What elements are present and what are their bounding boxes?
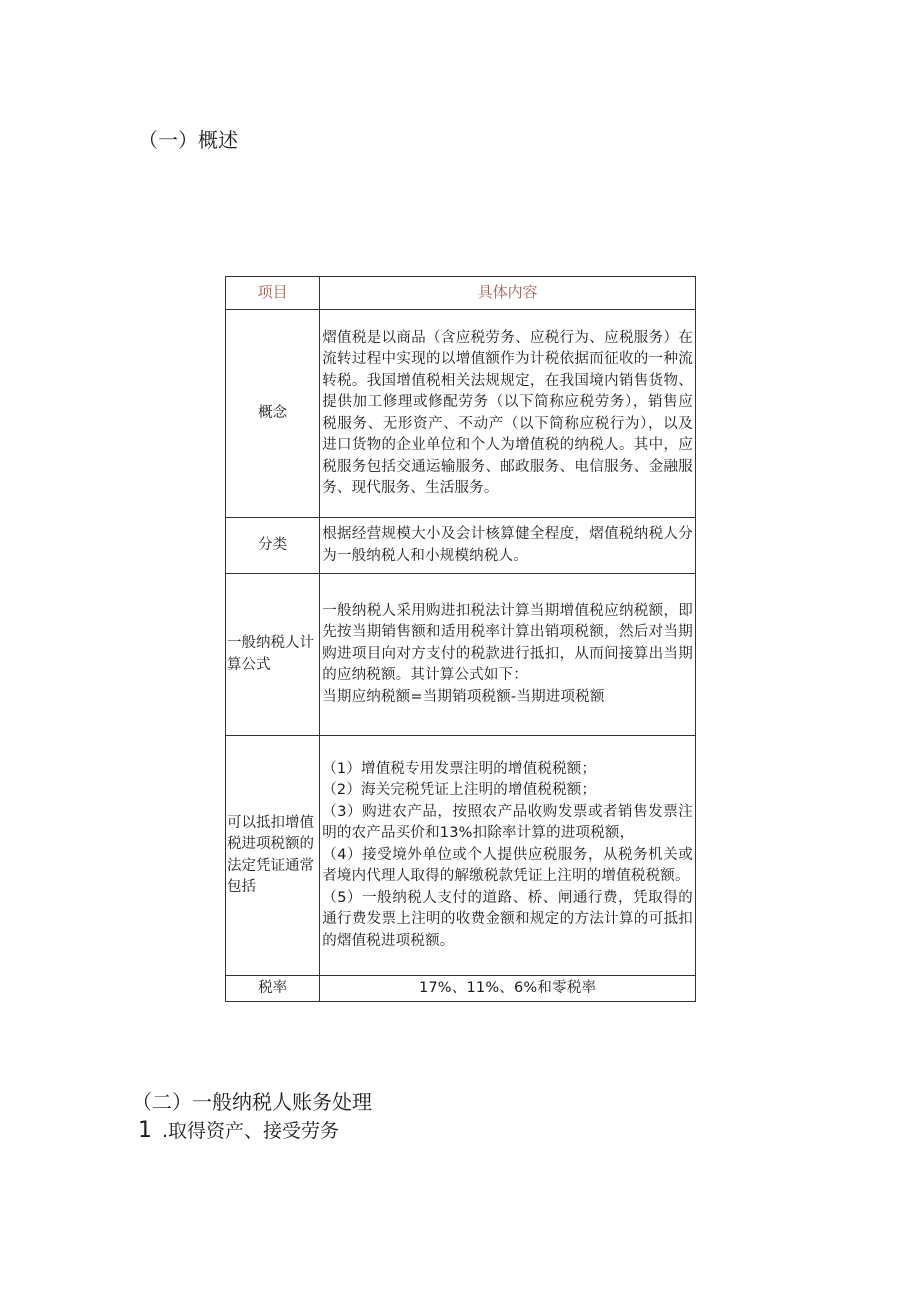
subsection-title: .取得资产、接受劳务: [162, 1120, 340, 1142]
voucher-item-1: （1）增值税专用发票注明的增值税税额；: [322, 760, 597, 777]
subsection-heading-acquire-assets: [138, 1116, 339, 1143]
vat-overview-table: [225, 276, 696, 1002]
row-label-classification: 分类: [226, 518, 320, 574]
voucher-item-5: （5）一般纳税人支付的道路、桥、闸通行费，凭取得的通行费发票上注明的收费金额和规定的方法计算的可抵扣的熠值税进项税额。: [322, 889, 693, 949]
subsection-number: 1: [138, 1118, 152, 1143]
table-row-classification: [226, 518, 696, 574]
voucher-item-3: （3）购进农产品，按照农产品收购发票或者销售发票注明的农产品买价和13%扣除率计算的进项税额，: [322, 803, 693, 842]
section-heading-overview: （一）概述: [138, 128, 238, 152]
formula-expression: 当期应纳税额=当期销项税额-当期进项税额: [322, 688, 605, 705]
row-label-deductible-vouchers: 可以抵扣增值税进项税额的法定凭证通常包括: [226, 736, 320, 976]
table-row-deductible-vouchers: [226, 736, 696, 976]
row-content-formula: [320, 574, 696, 736]
table-row-tax-rate: [226, 976, 696, 1002]
row-content-tax-rate: 17%、11%、6%和零税率: [320, 976, 696, 1002]
row-label-tax-rate: 税率: [226, 976, 320, 1002]
section-heading-general-taxpayer-accounting: （二）一般纳税人账务处理: [132, 1090, 372, 1114]
table-row-concept: [226, 310, 696, 518]
row-content-classification: 根据经营规模大小及会计核算健全程度，熠值税纳税人分为一般纳税人和小规模纳税人。: [320, 518, 696, 574]
row-label-formula: 一般纳税人计算公式: [226, 574, 320, 736]
voucher-item-4: （4）接受境外单位或个人提供应税服务，从税务机关或者境内代理人取得的解缴税款凭证上注明的增值税税额。: [322, 846, 693, 885]
header-item: 项目: [226, 277, 320, 310]
table-header-row: [226, 277, 696, 310]
row-content-deductible-vouchers: [320, 736, 696, 976]
table-row-formula: [226, 574, 696, 736]
formula-description: 一般纳税人采用购进扣税法计算当期增值税应纳税额，即先按当期销售额和适用税率计算出销项税额，然后对当期购进项目向对方支付的税款进行抵扣，从而间接算出当期的应纳税额。其计算公式如下：: [322, 602, 693, 684]
header-content: 具体内容: [320, 277, 696, 310]
row-content-concept: 熠值税是以商品（含应税劳务、应税行为、应税服务）在流转过程中实现的以增值额作为计税依据而征收的一种流转税。我国增值税相关法规规定，在我国境内销售货物、提供加工修理或修配劳务（以下简称应税劳务），销售应税服务、无形资产、不动产（以下简称应税行为），以及进口货物的企业单位和个人为增值税的纳税人。其中，应税服务包括交通运输服务、邮政服务、电信服务、金融服务、现代服务、生活服务。: [320, 310, 696, 518]
voucher-item-2: （2）海关完税凭证上注明的增值税税额；: [322, 782, 597, 799]
row-label-concept: 概念: [226, 310, 320, 518]
